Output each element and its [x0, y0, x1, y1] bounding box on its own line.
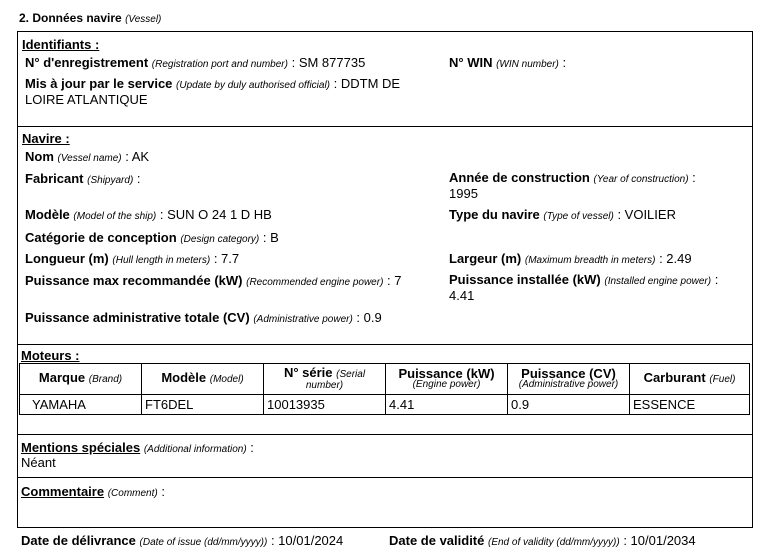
col-carburant: Carburant (Fuel) — [630, 364, 750, 395]
annee-label: Année de construction — [449, 170, 590, 185]
col-serie: N° série (Serial number) — [264, 364, 386, 395]
commentaire-row — [21, 484, 165, 499]
longueur-hint: (Hull length in meters) — [112, 255, 211, 266]
type-hint: (Type of vessel) — [543, 211, 614, 222]
issue-label: Date de délivrance — [21, 533, 136, 548]
moteurs-header-row — [20, 364, 750, 395]
fabricant-value: : — [136, 171, 141, 186]
largeur-value: : 2.49 — [659, 251, 692, 266]
pmax-label: Puissance max recommandée (kW) — [25, 273, 243, 288]
col-modele: Modèle (Model) — [142, 364, 264, 395]
longueur-row — [25, 251, 239, 266]
longueur-label: Longueur (m) — [25, 251, 109, 266]
annee-value: 1995 — [449, 186, 478, 201]
registration-hint: (Registration port and number) — [151, 59, 288, 70]
modele-hint: (Model of the ship) — [73, 211, 157, 222]
registration-row — [25, 55, 365, 70]
mentions-hint: (Additional information) — [143, 444, 247, 455]
categorie-value: : B — [262, 230, 279, 245]
largeur-hint: (Maximum breadth in meters) — [524, 255, 656, 266]
padmin-row — [25, 310, 382, 325]
win-row — [449, 55, 566, 70]
valid-hint: (End of validity (dd/mm/yyyy)) — [488, 537, 620, 548]
largeur-row — [449, 251, 692, 266]
fabricant-row — [25, 171, 141, 186]
fabricant-label: Fabricant — [25, 171, 84, 186]
nom-value: : AK — [125, 149, 150, 164]
mentions-value: Néant — [21, 455, 56, 470]
section-subtitle: (Vessel) — [125, 14, 162, 25]
registration-value: : SM 877735 — [291, 55, 366, 70]
modele-label: Modèle — [25, 207, 70, 222]
commentaire-hint: (Comment) — [107, 488, 158, 499]
fabricant-hint: (Shipyard) — [87, 175, 134, 186]
section-title-text: 2. Données navire — [19, 11, 122, 25]
mentions-label: Mentions spéciales — [21, 440, 141, 455]
padmin-label: Puissance administrative totale (CV) — [25, 310, 250, 325]
issue-hint: (Date of issue (dd/mm/yyyy)) — [139, 537, 268, 548]
padmin-hint: (Administrative power) — [253, 314, 353, 325]
moteurs-heading: Moteurs : — [21, 348, 80, 363]
nom-label: Nom — [25, 149, 54, 164]
mentions-colon: : — [250, 440, 254, 455]
padmin-value: : 0.9 — [356, 310, 382, 325]
validity-date-row — [389, 533, 696, 548]
largeur-label: Largeur (m) — [449, 251, 522, 266]
pmax-value: : 7 — [387, 273, 402, 288]
win-hint: (WIN number) — [496, 59, 559, 70]
nom-hint: (Vessel name) — [57, 153, 122, 164]
modele-value: : SUN O 24 1 D HB — [159, 207, 272, 222]
annee-row — [449, 171, 696, 201]
col-marque: Marque (Brand) — [20, 364, 142, 395]
service-row — [25, 77, 400, 107]
moteurs-table — [19, 363, 750, 415]
identifiants-heading: Identifiants : — [22, 37, 100, 52]
cell-serie: 10013935 — [264, 395, 386, 415]
valid-label: Date de validité — [389, 533, 485, 548]
cell-puissance-cv: 0.9 — [508, 395, 630, 415]
pinst-label: Puissance installée (kW) — [449, 272, 601, 287]
pmax-row — [25, 273, 402, 288]
modele-row — [25, 207, 272, 222]
col-puissance-cv: Puissance (CV) (Administrative power) — [508, 364, 630, 395]
pinst-hint: (Installed engine power) — [604, 276, 712, 287]
mentions-row — [21, 441, 254, 469]
cell-modele: FT6DEL — [142, 395, 264, 415]
issue-value: : 10/01/2024 — [270, 533, 344, 548]
valid-value: : 10/01/2034 — [623, 533, 696, 548]
type-label: Type du navire — [449, 207, 540, 222]
type-row — [449, 207, 676, 222]
categorie-hint: (Design category) — [180, 234, 260, 245]
categorie-label: Catégorie de conception — [25, 230, 177, 245]
categorie-row — [25, 230, 279, 245]
table-row — [20, 395, 750, 415]
pinst-colon: : — [714, 272, 719, 287]
service-value-2: LOIRE ATLANTIQUE — [25, 92, 148, 107]
annee-hint: (Year of construction) — [593, 174, 689, 185]
pmax-hint: (Recommended engine power) — [246, 277, 384, 288]
longueur-value: : 7.7 — [213, 251, 240, 266]
registration-label: N° d'enregistrement — [25, 55, 149, 70]
cell-marque: YAMAHA — [20, 395, 142, 415]
type-value: : VOILIER — [617, 207, 676, 222]
section-title — [19, 11, 161, 25]
pinst-value: 4.41 — [449, 288, 475, 303]
issue-date-row — [21, 533, 343, 548]
commentaire-colon: : — [161, 484, 165, 499]
win-value: : — [562, 55, 567, 70]
service-hint: (Update by duly authorised official) — [176, 80, 331, 91]
service-value-1: : DDTM DE — [333, 76, 401, 91]
nom-row — [25, 149, 149, 164]
col-puissance-kw: Puissance (kW) (Engine power) — [386, 364, 508, 395]
pinst-row — [449, 273, 718, 303]
commentaire-label: Commentaire — [21, 484, 105, 499]
service-label: Mis à jour par le service — [25, 76, 173, 91]
cell-puissance-kw: 4.41 — [386, 395, 508, 415]
win-label: N° WIN — [449, 55, 493, 70]
annee-colon: : — [692, 170, 696, 185]
cell-carburant: ESSENCE — [630, 395, 750, 415]
navire-heading: Navire : — [22, 131, 70, 146]
